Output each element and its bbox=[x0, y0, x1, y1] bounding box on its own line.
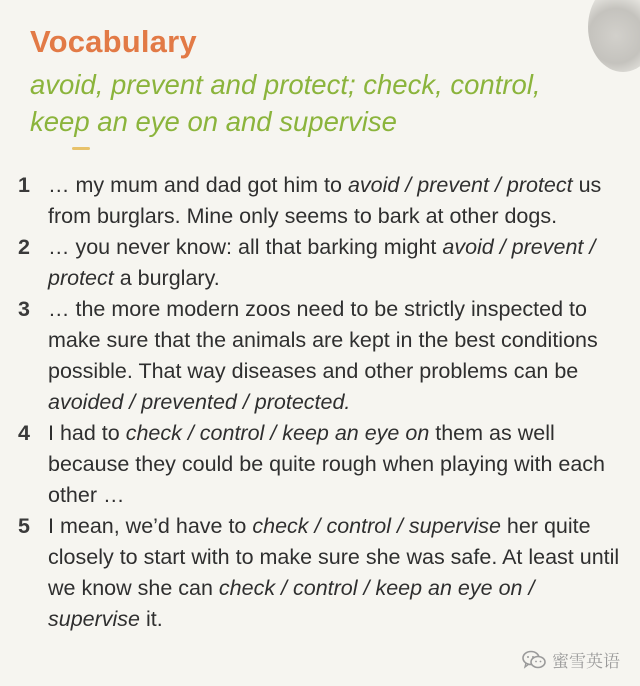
item-text bbox=[48, 232, 632, 294]
sentence-text: it. bbox=[140, 607, 163, 631]
item-number: 5 bbox=[18, 514, 30, 538]
sentence-text: us from burglars. Mine only seems to bark at other dogs. bbox=[48, 173, 602, 228]
answer-options[interactable]: avoided / prevented / protected. bbox=[48, 390, 351, 414]
answer-options[interactable]: check / control / keep an eye on bbox=[125, 421, 430, 445]
sentence-text: … you never know: all that barking might bbox=[48, 235, 443, 259]
sentence-text: I had to bbox=[48, 421, 126, 445]
item-number: 3 bbox=[18, 297, 30, 321]
sentence-text: them as well because they could be quite rough when playing with each other … bbox=[48, 421, 605, 507]
item-text bbox=[48, 294, 632, 418]
sentence-text: … my mum and dad got him to bbox=[48, 173, 348, 197]
exercise-item bbox=[14, 170, 632, 232]
answer-options[interactable]: check / control / supervise bbox=[252, 514, 501, 538]
watermark-text: 蜜雪英语 bbox=[552, 652, 620, 671]
answer-options[interactable]: check / control / keep an eye on / supervise bbox=[48, 576, 535, 631]
watermark bbox=[522, 647, 620, 672]
wechat-icon bbox=[522, 650, 546, 670]
page-corner-shadow bbox=[588, 0, 640, 72]
subtitle-line-1: avoid, prevent and protect; check, control, bbox=[30, 69, 541, 100]
exercise-item bbox=[14, 511, 632, 635]
sentence-text: I mean, we’d have to bbox=[48, 514, 253, 538]
item-number: 2 bbox=[18, 235, 30, 259]
item-text bbox=[48, 170, 632, 232]
section-subtitle bbox=[30, 66, 630, 140]
decorative-dash bbox=[72, 147, 90, 150]
item-number: 1 bbox=[18, 173, 30, 197]
sentence-text: her quite closely to start with to make sure she was safe. At least until we know she can bbox=[48, 514, 620, 600]
sentence-text: … the more modern zoos need to be strictly inspected to make sure that the animals are kept in the best conditions possible. That way diseases and other problems can be bbox=[48, 297, 598, 383]
exercise-item bbox=[14, 294, 632, 418]
answer-options[interactable]: avoid / prevent / protect bbox=[347, 173, 573, 197]
item-text bbox=[48, 511, 632, 635]
exercise-item bbox=[14, 418, 632, 511]
section-title: Vocabulary bbox=[30, 24, 197, 59]
exercise-list bbox=[14, 170, 632, 635]
subtitle-line-2: keep an eye on and supervise bbox=[30, 106, 397, 137]
item-number: 4 bbox=[18, 421, 30, 445]
exercise-item bbox=[14, 232, 632, 294]
sentence-text: a burglary. bbox=[113, 266, 220, 290]
answer-options[interactable]: avoid / prevent / protect bbox=[48, 235, 596, 290]
item-text bbox=[48, 418, 632, 511]
